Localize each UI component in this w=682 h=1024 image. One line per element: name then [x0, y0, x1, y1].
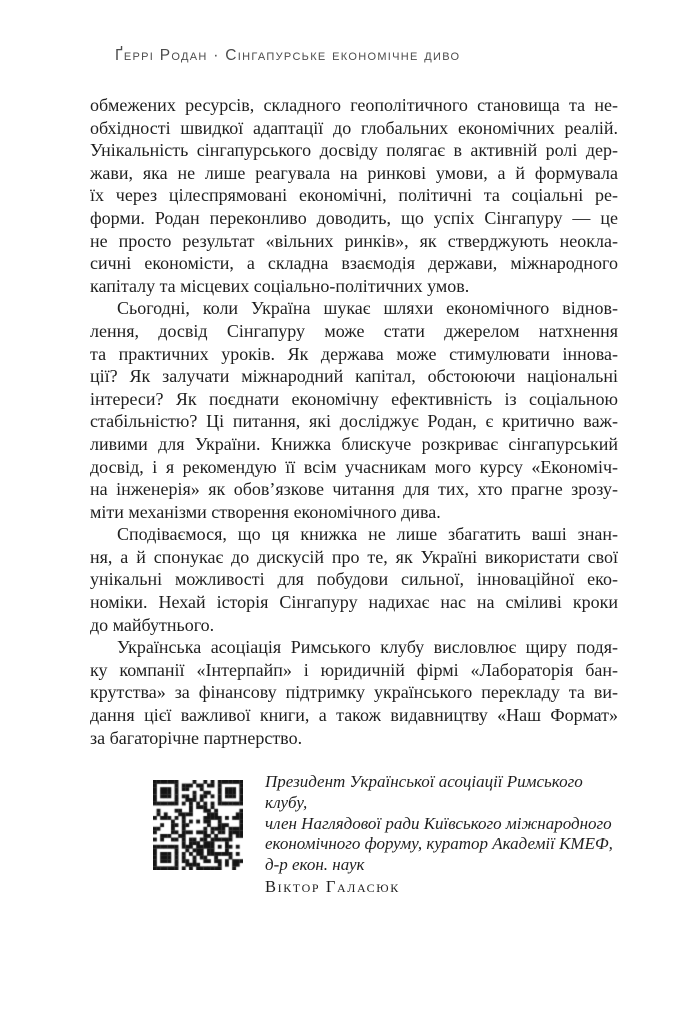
signature-role-line: д-р екон. наук — [265, 855, 365, 875]
text-line: не просто результат «вільних ринків», як стверджують неокла- — [90, 230, 618, 251]
signature-name: Віктор Галасюк — [265, 876, 400, 896]
text-line: сичні економісти, а складна взаємодія держави, міжнародного — [90, 253, 618, 274]
text-line: до майбутнього. — [90, 614, 215, 635]
text-line: міти механізми створення економічного дива. — [90, 501, 441, 522]
text-line: дання цієї важливої книги, а також видавництву «Наш Формат» — [90, 705, 618, 726]
text-line: ня, а й спонукає до дискусій про те, як Україні використати свої — [90, 546, 618, 567]
signature-block — [265, 772, 625, 898]
body-text — [90, 94, 618, 749]
text-line: жави, яка не лише реагувала на ринкові умови, а й формувала — [90, 162, 618, 183]
text-line: досвід, і я рекомендую її всім учасникам мого курсу «Економіч- — [90, 456, 618, 477]
text-line: номіки. Нехай історія Сінгапуру надихає нас на сміливі кроки — [90, 592, 618, 613]
text-line: на інженерія» як обов’язкове читання для тих, хто прагне зрозу- — [90, 479, 618, 500]
text-line: лення, досвід Сінгапуру може стати джерелом натхнення — [90, 320, 618, 341]
text-line: стабільністю? Ці питання, які досліджує Родан, є критично важ- — [90, 411, 618, 432]
text-line: форми. Родан переконливо доводить, що успіх Сінгапуру — це — [90, 207, 618, 228]
text-line: інтереси? Як поєднати економічну ефективність із соціальною — [90, 388, 618, 409]
signature-role-line: Президент Української асоціації Римського клубу, — [265, 772, 583, 812]
text-line: за багаторічне партнерство. — [90, 727, 303, 748]
text-line: Унікальність сінгапурського досвіду полягає в активній ролі дер- — [90, 140, 618, 161]
text-line: та практичних уроків. Як держава може стимулювати іннова- — [90, 343, 618, 364]
text-line: унікальні можливості для побудови сильної, інноваційної еко- — [90, 569, 618, 590]
signature-role-line: член Наглядової ради Київського міжнародного — [265, 813, 612, 833]
text-line: Сподіваємося, що ця книжка не лише збагатить ваші знан- — [117, 524, 618, 545]
text-line: їх через цілеспрямовані економічні, політичні та соціальні ре- — [90, 185, 618, 206]
signature-role-line: економічного форуму, куратор Академії КМЕФ, — [265, 834, 613, 854]
running-head: Ґеррі Родан · Сінгапурське економічне диво — [115, 47, 461, 64]
text-line: ції? Як залучати міжнародний капітал, обстоюючи національні — [90, 366, 618, 387]
text-line: Українська асоціація Римського клубу висловлює щиру подя- — [117, 637, 618, 658]
text-line: обмежених ресурсів, складного геополітичного становища та не- — [90, 95, 618, 115]
text-line: Сьогодні, коли Україна шукає шляхи економічного віднов- — [117, 298, 618, 319]
text-line: ку компанії «Інтерпайп» і юридичній фірмі «Лабораторія бан- — [90, 659, 618, 680]
signature-role-lines — [265, 772, 625, 876]
text-line: ливими для України. Книжка блискуче розкриває сінгапурський — [90, 433, 618, 454]
qr-code-icon — [153, 780, 243, 870]
text-line: крутства» за фінансову підтримку українського перекладу та ви- — [90, 682, 618, 703]
text-line: обхідності швидкої адаптації до глобальних економічних реалій. — [90, 117, 618, 138]
text-line: капіталу та місцевих соціально-політичних умов. — [90, 275, 470, 296]
